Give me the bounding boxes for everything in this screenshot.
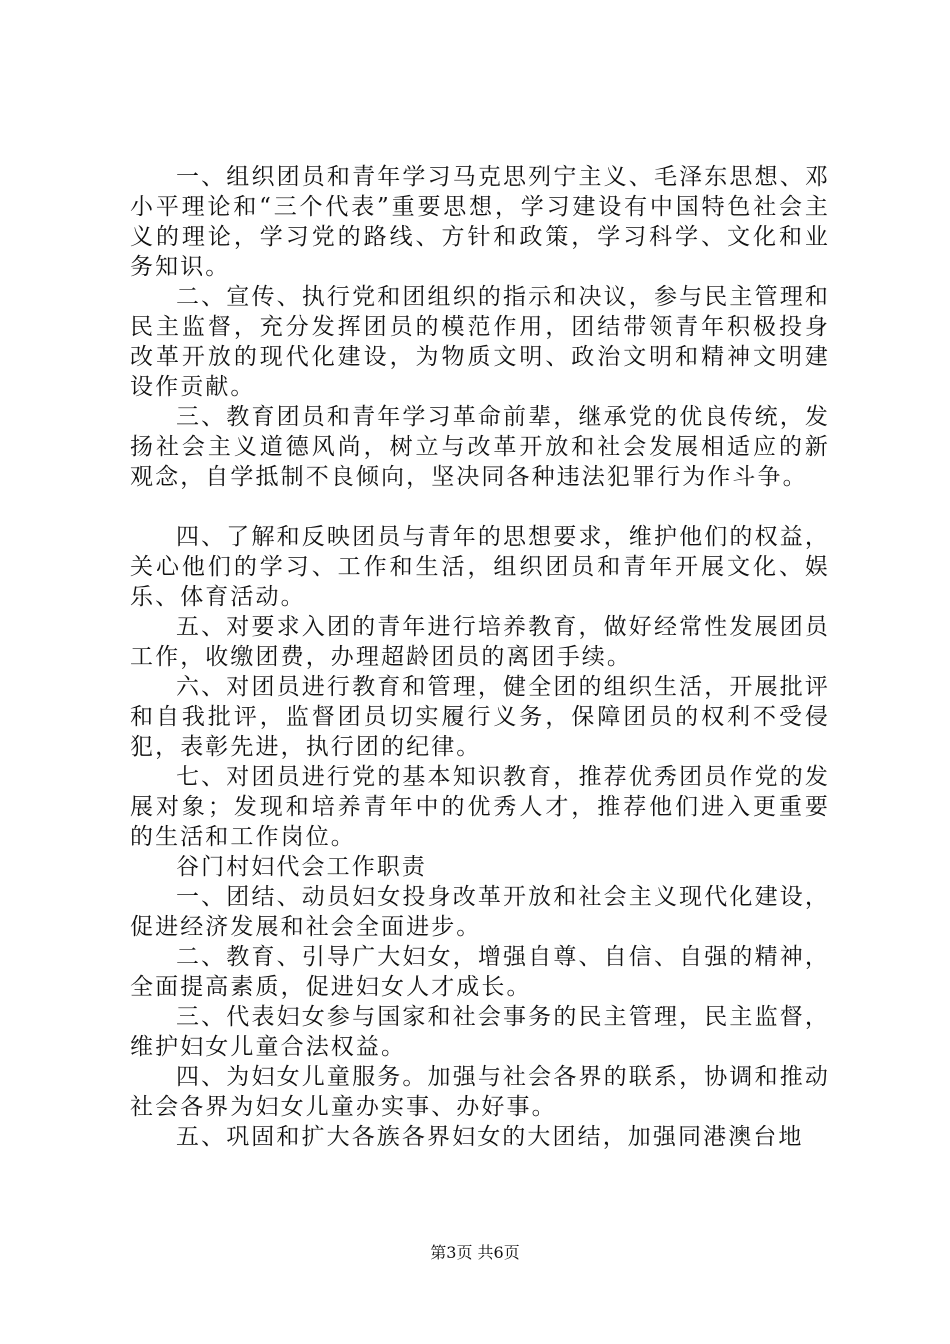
paragraph-youth-duty-6: 六、对团员进行教育和管理，健全团的组织生活，开展批评和自我批评，监督团员切实履行义务，保障团员的权利不受侵犯，表彰先进，执行团的纪律。 [130, 674, 830, 760]
paragraph-youth-duty-1: 一、组织团员和青年学习马克思列宁主义、毛泽东思想、邓小平理论和“三个代表”重要思想，学习建设有中国特色社会主义的理论，学习党的路线、方针和政策，学习科学、文化和业务知识。 [130, 164, 830, 280]
paragraph-youth-duty-3: 三、教育团员和青年学习革命前辈，继承党的优良传统，发扬社会主义道德风尚，树立与改革开放和社会发展相适应的新观念，自学抵制不良倾向，坚决同各种违法犯罪行为作斗争。 [130, 404, 830, 490]
paragraph-women-duty-5: 五、巩固和扩大各族各界妇女的大团结，加强同港澳台地 [176, 1124, 804, 1150]
paragraph-youth-duty-4: 四、了解和反映团员与青年的思想要求，维护他们的权益，关心他们的学习、工作和生活，组织团员和青年开展文化、娱乐、体育活动。 [130, 524, 830, 610]
paragraph-women-duty-2: 二、教育、引导广大妇女，增强自尊、自信、自强的精神，全面提高素质，促进妇女人才成长。 [130, 944, 830, 1000]
page-number-footer: 第3页 共6页 [430, 1243, 520, 1262]
paragraph-women-duty-1: 一、团结、动员妇女投身改革开放和社会主义现代化建设，促进经济发展和社会全面进步。 [130, 884, 830, 940]
paragraph-youth-duty-7: 七、对团员进行党的基本知识教育，推荐优秀团员作党的发展对象；发现和培养青年中的优秀人才，推荐他们进入更重要的生活和工作岗位。 [130, 764, 830, 850]
document-body [130, 162, 830, 1152]
paragraph-youth-duty-5: 五、对要求入团的青年进行培养教育，做好经常性发展团员工作，收缴团费，办理超龄团员的离团手续。 [130, 614, 830, 670]
paragraph-women-duty-4: 四、为妇女儿童服务。加强与社会各界的联系，协调和推动社会各界为妇女儿童办实事、办好事。 [130, 1064, 830, 1120]
paragraph-youth-duty-2: 二、宣传、执行党和团组织的指示和决议，参与民主管理和民主监督，充分发挥团员的模范作用，团结带领青年积极投身改革开放的现代化建设，为物质文明、政治文明和精神文明建设作贡献。 [130, 284, 830, 400]
paragraph-women-duty-3: 三、代表妇女参与国家和社会事务的民主管理，民主监督，维护妇女儿童合法权益。 [130, 1004, 830, 1060]
section-heading-women-committee: 谷门村妇代会工作职责 [176, 854, 427, 880]
